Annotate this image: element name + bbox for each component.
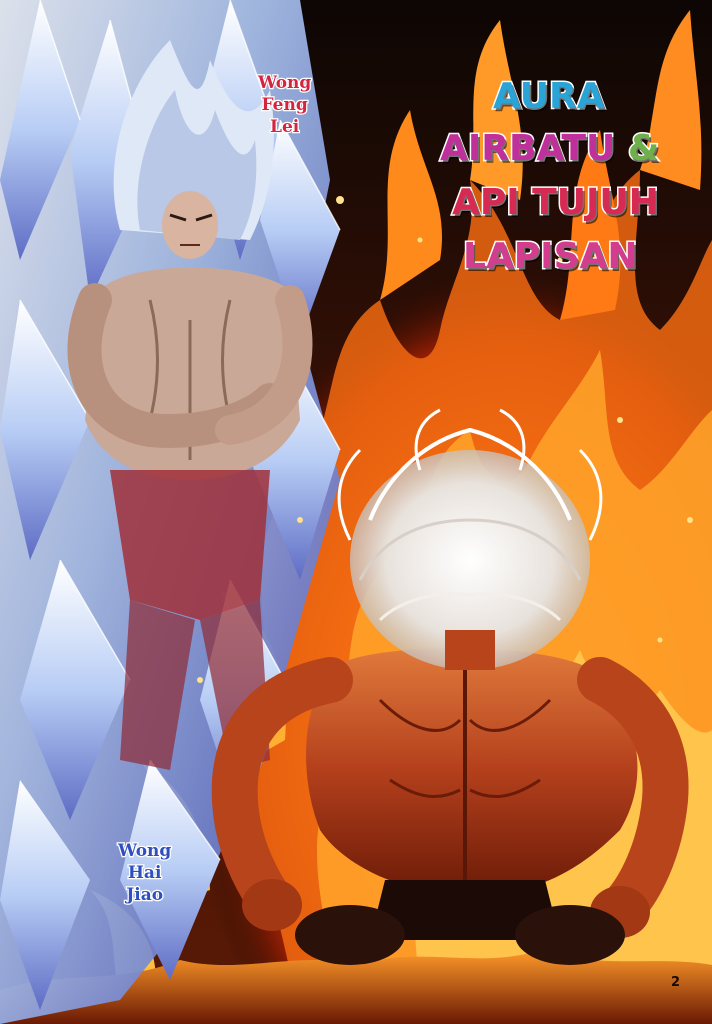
- title-lapisan: LAPISAN: [463, 236, 638, 277]
- title-line-2: [440, 128, 659, 169]
- title-api-tujuh: API TUJUH: [452, 182, 659, 223]
- upper-name-line-1: Wong: [258, 73, 312, 93]
- lower-name-line-1: Wong: [118, 841, 172, 861]
- title-airbatu: AIRBATU: [440, 128, 616, 169]
- title-line-1: [493, 76, 605, 117]
- title-ampersand: &: [627, 128, 660, 169]
- title-line-4: [463, 236, 638, 277]
- upper-name-line-3: Lei: [270, 117, 300, 137]
- lower-character-name: [118, 840, 171, 906]
- upper-character-name: [258, 72, 311, 138]
- page-number: 2: [670, 975, 680, 990]
- title-aura: AURA: [493, 76, 605, 117]
- lower-name-line-2: Hai: [127, 863, 162, 883]
- upper-name-line-2: Feng: [261, 95, 308, 115]
- lower-name-line-3: Jiao: [126, 885, 164, 905]
- title-line-3: [452, 182, 659, 223]
